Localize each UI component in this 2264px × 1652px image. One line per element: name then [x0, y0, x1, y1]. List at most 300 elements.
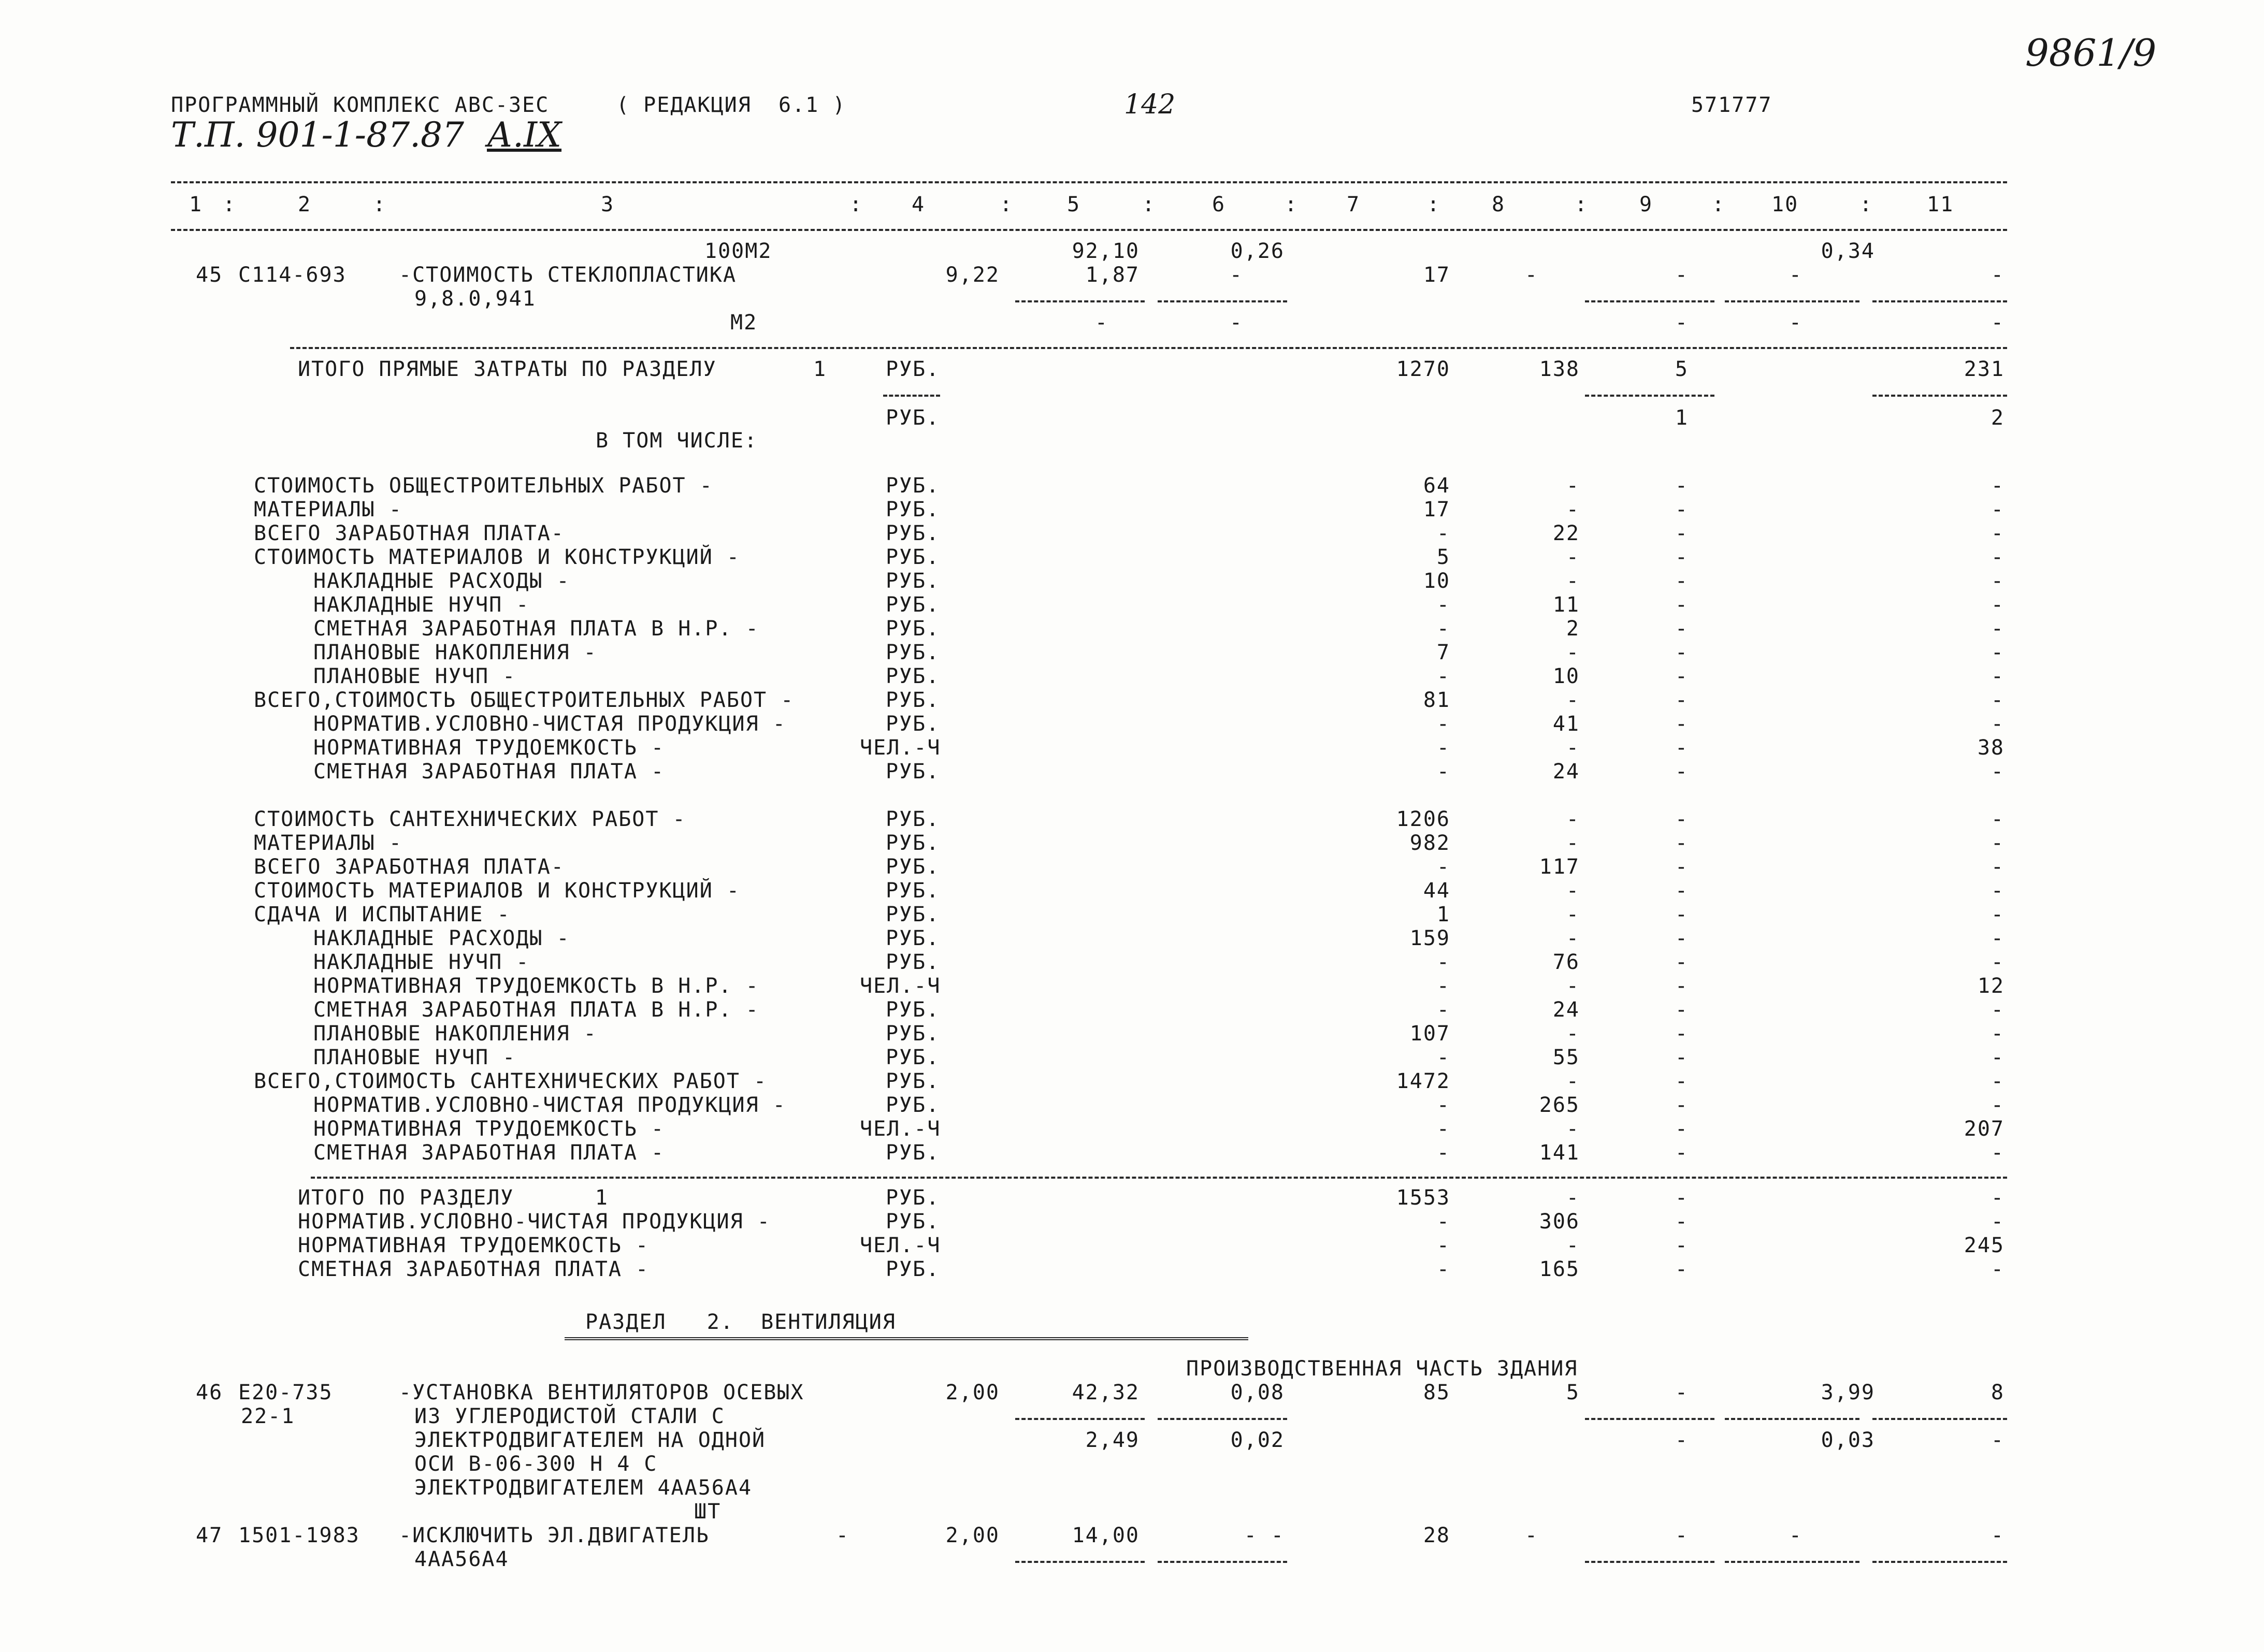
item-46-c4: 2,00 — [945, 1381, 1000, 1404]
item-46-b11: - — [1991, 1428, 2005, 1452]
row-c7: - — [1436, 736, 1450, 760]
row-c7: - — [1436, 664, 1450, 688]
row-unit: РУБ. — [886, 831, 940, 855]
item-45-rule-c5 — [1015, 300, 1145, 302]
row-c11: - — [1991, 569, 2005, 593]
section-total-c9: - — [1675, 1210, 1689, 1234]
item-46-c7: 85 — [1423, 1381, 1450, 1404]
column-separator: : — [849, 193, 863, 216]
row-c11: - — [1991, 1046, 2005, 1069]
item-46-rule-c10 — [1725, 1418, 1859, 1420]
row-label: ВСЕГО,СТОИМОСТЬ ОБЩЕСТРОИТЕЛЬНЫХ РАБОТ - — [254, 688, 795, 712]
row-c8: 55 — [1552, 1046, 1580, 1069]
item-46-c5: 42,32 — [1072, 1381, 1140, 1404]
section-total-c7: - — [1436, 1257, 1450, 1281]
item-47-c8: - — [1524, 1524, 1538, 1547]
row-label: СТОИМОСТЬ МАТЕРИАЛОВ И КОНСТРУКЦИЙ - — [254, 879, 740, 903]
row-unit: РУБ. — [886, 998, 940, 1022]
item-45-code: С114-693 — [238, 263, 347, 287]
item-47-rule-c5 — [1015, 1561, 1145, 1563]
row-c7: 10 — [1423, 569, 1450, 593]
section-total-c8: - — [1566, 1234, 1580, 1257]
item-46-c8: 5 — [1566, 1381, 1580, 1404]
item-47-rule-c6 — [1158, 1561, 1287, 1563]
row-c11: 207 — [1964, 1117, 2005, 1141]
row-c11: - — [1991, 855, 2005, 879]
column-header-4: 4 — [912, 193, 926, 216]
row-c11: - — [1991, 831, 2005, 855]
item-47-c5: 14,00 — [1072, 1524, 1140, 1547]
row-c11: - — [1991, 807, 2005, 831]
row-unit: РУБ. — [886, 807, 940, 831]
item-46-rule-c6 — [1158, 1418, 1287, 1420]
row-c9: - — [1675, 545, 1689, 569]
row-unit: РУБ. — [886, 1069, 940, 1093]
row-c7: - — [1436, 974, 1450, 998]
column-separator: : — [1859, 193, 1873, 216]
row-c9: - — [1675, 641, 1689, 664]
item-46-name-line4: ОСИ В-06-300 Н 4 С — [414, 1452, 658, 1476]
section-total-unit: РУБ. — [886, 1186, 940, 1210]
item-47-c9: - — [1675, 1524, 1689, 1547]
row-c11: - — [1991, 474, 2005, 498]
item-46-code: Е20-735 — [238, 1381, 333, 1404]
row-c7: 44 — [1423, 879, 1450, 903]
row-c8: 24 — [1552, 998, 1580, 1022]
item-47-c10: - — [1789, 1524, 1802, 1547]
column-separator: : — [1427, 193, 1441, 216]
row-c7: 982 — [1409, 831, 1450, 855]
row-c8: - — [1566, 688, 1580, 712]
row-c8: 24 — [1552, 760, 1580, 784]
page-number: 142 — [1124, 89, 1176, 120]
row-c9: - — [1675, 712, 1689, 736]
item-45-rule-c11 — [1872, 300, 2007, 302]
item-46-b10: 0,03 — [1821, 1428, 1875, 1452]
row-c8: - — [1566, 1022, 1580, 1046]
row-c8: 117 — [1539, 855, 1580, 879]
row-label: СМЕТНАЯ ЗАРАБОТНАЯ ПЛАТА - — [313, 1141, 665, 1165]
row-c7: 1206 — [1396, 807, 1450, 831]
section-total-c7: - — [1436, 1234, 1450, 1257]
item-45-b10: - — [1789, 311, 1802, 335]
item-46-rule-c5 — [1015, 1418, 1145, 1420]
row-c8: - — [1566, 545, 1580, 569]
row-c11: - — [1991, 688, 2005, 712]
column-header-2: 2 — [298, 193, 312, 216]
column-separator: : — [373, 193, 387, 216]
item-46-b5: 2,49 — [1085, 1428, 1140, 1452]
item-46-name-line2: ИЗ УГЛЕРОДИСТОЙ СТАЛИ С — [414, 1404, 725, 1428]
item-45-name-line2: 9,8.0,941 — [414, 287, 536, 311]
row-c7: 81 — [1423, 688, 1450, 712]
section-total-unit: РУБ. — [886, 1257, 940, 1281]
row-label: ВСЕГО,СТОИМОСТЬ САНТЕХНИЧЕСКИХ РАБОТ - — [254, 1069, 768, 1093]
row-c11: - — [1991, 998, 2005, 1022]
row-unit: РУБ. — [886, 1093, 940, 1117]
row-label: НОРМАТИВНАЯ ТРУДОЕМКОСТЬ - — [313, 1117, 665, 1141]
section-2-subheading: ПРОИЗВОДСТВЕННАЯ ЧАСТЬ ЗДАНИЯ — [1186, 1357, 1578, 1381]
row-c7: - — [1436, 593, 1450, 617]
row-label: НОРМАТИВНАЯ ТРУДОЕМКОСТЬ В Н.Р. - — [313, 974, 759, 998]
item-46-b9: - — [1675, 1428, 1689, 1452]
row-c11: 12 — [1977, 974, 2005, 998]
row-c8: 265 — [1539, 1093, 1580, 1117]
item-45-c6-top: 0,26 — [1230, 239, 1285, 263]
item-45-c5: 1,87 — [1085, 263, 1140, 287]
row-c11: - — [1991, 1141, 2005, 1165]
row-c8: - — [1566, 807, 1580, 831]
row-c7: - — [1436, 521, 1450, 545]
row-c11: - — [1991, 879, 2005, 903]
section-total-label: НОРМАТИВНАЯ ТРУДОЕМКОСТЬ - — [298, 1234, 650, 1257]
total-direct-label: ИТОГО ПРЯМЫЕ ЗАТРАТЫ ПО РАЗДЕЛУ — [298, 357, 717, 381]
row-c7: - — [1436, 712, 1450, 736]
item-45-c10-top: 0,34 — [1821, 239, 1875, 263]
row-c9: - — [1675, 760, 1689, 784]
row-unit: РУБ. — [886, 664, 940, 688]
row-c11: - — [1991, 712, 2005, 736]
handwritten-corner-number: 9861/9 — [2025, 31, 2157, 75]
row-c9: - — [1675, 736, 1689, 760]
row-unit: ЧЕЛ.-Ч — [860, 1117, 941, 1141]
row-label: СМЕТНАЯ ЗАРАБОТНАЯ ПЛАТА - — [313, 760, 665, 784]
row-label: МАТЕРИАЛЫ - — [254, 498, 402, 521]
row-unit: ЧЕЛ.-Ч — [860, 736, 941, 760]
item-45-b6: - — [1229, 311, 1243, 335]
row-c8: - — [1566, 831, 1580, 855]
item-46-c9: - — [1675, 1381, 1689, 1404]
row-unit: РУБ. — [886, 545, 940, 569]
section-total-c9: - — [1675, 1234, 1689, 1257]
total-direct-c7: 1270 — [1396, 357, 1450, 381]
item-46-b6: 0,02 — [1230, 1428, 1285, 1452]
row-unit: РУБ. — [886, 950, 940, 974]
section-total-unit: РУБ. — [886, 1210, 940, 1234]
row-unit: РУБ. — [886, 1141, 940, 1165]
row-unit: РУБ. — [886, 688, 940, 712]
row-c9: - — [1675, 879, 1689, 903]
item-45-number: 45 — [196, 263, 223, 287]
total-direct-c11: 231 — [1964, 357, 2005, 381]
row-label: ПЛАНОВЫЕ НУЧП - — [313, 1046, 516, 1069]
row-unit: РУБ. — [886, 641, 940, 664]
row-unit: РУБ. — [886, 1046, 940, 1069]
row-c7: - — [1436, 1117, 1450, 1141]
row-c8: - — [1566, 569, 1580, 593]
row-c7: 7 — [1436, 641, 1450, 664]
total-direct-c9b: 1 — [1675, 406, 1689, 430]
row-c11: - — [1991, 593, 2005, 617]
item-45-rule-c10 — [1725, 300, 1859, 302]
total-direct-section: 1 — [813, 357, 827, 381]
row-c9: - — [1675, 903, 1689, 926]
row-unit: РУБ. — [886, 474, 940, 498]
total-direct-c9: 5 — [1675, 357, 1689, 381]
item-45-c4: 9,22 — [945, 263, 1000, 287]
row-c7: - — [1436, 1141, 1450, 1165]
row-c8: - — [1566, 641, 1580, 664]
row-c8: 2 — [1566, 617, 1580, 641]
row-c7: - — [1436, 950, 1450, 974]
row-label: ПЛАНОВЫЕ НУЧП - — [313, 664, 516, 688]
section-total-c8: 306 — [1539, 1210, 1580, 1234]
row-c11: 38 — [1977, 736, 2005, 760]
item-47-c7: 28 — [1423, 1524, 1450, 1547]
row-c7: 5 — [1436, 545, 1450, 569]
item-45-c5-top: 92,10 — [1072, 239, 1140, 263]
row-c7: 64 — [1423, 474, 1450, 498]
row-label: СТОИМОСТЬ ОБЩЕСТРОИТЕЛЬНЫХ РАБОТ - — [254, 474, 713, 498]
column-header-8: 8 — [1492, 193, 1506, 216]
row-c9: - — [1675, 664, 1689, 688]
row-unit: ЧЕЛ.-Ч — [860, 974, 941, 998]
row-c9: - — [1675, 926, 1689, 950]
edition-label: ( РЕДАКЦИЯ 6.1 ) — [616, 93, 846, 117]
total-direct-c8: 138 — [1539, 357, 1580, 381]
section-2-underline — [565, 1337, 1248, 1340]
item-47-c6: - - — [1244, 1524, 1285, 1547]
row-label: НАКЛАДНЫЕ РАСХОДЫ - — [313, 926, 570, 950]
row-c9: - — [1675, 1022, 1689, 1046]
row-c11: - — [1991, 760, 2005, 784]
row-label: НОРМАТИВ.УСЛОВНО-ЧИСТАЯ ПРОДУКЦИЯ - — [313, 712, 786, 736]
section-total-c11: - — [1991, 1186, 2005, 1210]
row-c8: - — [1566, 498, 1580, 521]
row-unit: РУБ. — [886, 617, 940, 641]
row-c7: 1472 — [1396, 1069, 1450, 1093]
item-45-b5: - — [1094, 311, 1108, 335]
row-label: НОРМАТИВ.УСЛОВНО-ЧИСТАЯ ПРОДУКЦИЯ - — [313, 1093, 786, 1117]
row-c9: - — [1675, 593, 1689, 617]
total-direct-unit2: РУБ. — [886, 406, 940, 430]
program-title: ПРОГРАММНЫЙ КОМПЛЕКС АВС-3ЕС — [171, 93, 550, 117]
row-c11: - — [1991, 641, 2005, 664]
row-label: СДАЧА И ИСПЫТАНИЕ - — [254, 903, 511, 926]
section-total-c7: 1553 — [1396, 1186, 1450, 1210]
row-c7: - — [1436, 760, 1450, 784]
row-c9: - — [1675, 688, 1689, 712]
item-46-code-line2: 22-1 — [241, 1404, 295, 1428]
column-separator: : — [1285, 193, 1299, 216]
row-c7: - — [1436, 855, 1450, 879]
row-c7: 159 — [1409, 926, 1450, 950]
column-header-10: 10 — [1771, 193, 1799, 216]
column-separator: : — [1575, 193, 1589, 216]
item-47-rule-c9 — [1585, 1561, 1714, 1563]
row-c7: 1 — [1436, 903, 1450, 926]
item-45-c8: - — [1524, 263, 1538, 287]
row-label: ПЛАНОВЫЕ НАКОПЛЕНИЯ - — [313, 1022, 597, 1046]
row-c9: - — [1675, 1046, 1689, 1069]
item-45-c9: - — [1675, 263, 1689, 287]
row-unit: РУБ. — [886, 521, 940, 545]
column-separator: : — [1712, 193, 1726, 216]
row-c11: - — [1991, 1093, 2005, 1117]
total-direct-unit: РУБ. — [886, 357, 940, 381]
row-c9: - — [1675, 950, 1689, 974]
handwritten-album-number: А.IX — [487, 115, 562, 155]
row-c9: - — [1675, 474, 1689, 498]
row-c9: - — [1675, 498, 1689, 521]
section-total-c11: - — [1991, 1257, 2005, 1281]
row-label: НАКЛАДНЫЕ НУЧП - — [313, 593, 530, 617]
section-total-label: СМЕТНАЯ ЗАРАБОТНАЯ ПЛАТА - — [298, 1257, 650, 1281]
row-c11: - — [1991, 617, 2005, 641]
row-c9: - — [1675, 1069, 1689, 1093]
column-header-9: 9 — [1639, 193, 1653, 216]
total-direct-rule — [290, 347, 2007, 349]
section-total-c8: 165 — [1539, 1257, 1580, 1281]
row-c8: - — [1566, 474, 1580, 498]
item-47-c3b: - — [835, 1524, 849, 1547]
column-header-1: 1 — [189, 193, 203, 216]
row-c7: - — [1436, 998, 1450, 1022]
row-label: НАКЛАДНЫЕ НУЧП - — [313, 950, 530, 974]
total-direct-unit-rule — [883, 395, 940, 397]
item-46-name-line5: ЭЛЕКТРОДВИГАТЕЛЕМ 4АА56А4 — [414, 1476, 753, 1500]
section-total-c9: - — [1675, 1186, 1689, 1210]
header-rule-bottom — [171, 229, 2007, 231]
row-c8: 11 — [1552, 593, 1580, 617]
row-c8: - — [1566, 974, 1580, 998]
row-unit: РУБ. — [886, 569, 940, 593]
row-c11: - — [1991, 1069, 2005, 1093]
row-c8: 10 — [1552, 664, 1580, 688]
row-c9: - — [1675, 1117, 1689, 1141]
section-total-label: НОРМАТИВ.УСЛОВНО-ЧИСТАЯ ПРОДУКЦИЯ - — [298, 1210, 771, 1234]
row-unit: РУБ. — [886, 760, 940, 784]
row-label: СМЕТНАЯ ЗАРАБОТНАЯ ПЛАТА В Н.Р. - — [313, 617, 759, 641]
row-c9: - — [1675, 1093, 1689, 1117]
row-c8: 141 — [1539, 1141, 1580, 1165]
item-46-c6: 0,08 — [1230, 1381, 1285, 1404]
row-c9: - — [1675, 998, 1689, 1022]
row-unit: РУБ. — [886, 498, 940, 521]
item-45-unit-bottom: М2 — [730, 311, 758, 335]
row-c9: - — [1675, 974, 1689, 998]
row-c7: - — [1436, 1046, 1450, 1069]
row-c8: - — [1566, 1117, 1580, 1141]
row-unit: РУБ. — [886, 593, 940, 617]
row-unit: РУБ. — [886, 1022, 940, 1046]
row-label: НАКЛАДНЫЕ РАСХОДЫ - — [313, 569, 570, 593]
row-unit: РУБ. — [886, 712, 940, 736]
item-47-c11: - — [1991, 1524, 2005, 1547]
item-45-name: -СТОИМОСТЬ СТЕКЛОПЛАСТИКА — [399, 263, 737, 287]
row-c8: - — [1566, 736, 1580, 760]
column-separator: : — [223, 193, 237, 216]
row-c7: 17 — [1423, 498, 1450, 521]
column-separator: : — [1142, 193, 1156, 216]
column-header-5: 5 — [1067, 193, 1081, 216]
item-46-number: 46 — [196, 1381, 223, 1404]
row-label: СМЕТНАЯ ЗАРАБОТНАЯ ПЛАТА В Н.Р. - — [313, 998, 759, 1022]
row-c11: - — [1991, 664, 2005, 688]
row-label: МАТЕРИАЛЫ - — [254, 831, 402, 855]
column-header-7: 7 — [1347, 193, 1361, 216]
row-c7: - — [1436, 617, 1450, 641]
row-c9: - — [1675, 617, 1689, 641]
item-45-unit-top: 100М2 — [704, 239, 772, 263]
item-46-c10: 3,99 — [1821, 1381, 1875, 1404]
row-c8: - — [1566, 879, 1580, 903]
row-unit: РУБ. — [886, 855, 940, 879]
item-45-rule-c9 — [1585, 300, 1714, 302]
section-total-c9: - — [1675, 1257, 1689, 1281]
row-c9: - — [1675, 807, 1689, 831]
row-c9: - — [1675, 855, 1689, 879]
item-45-c10: - — [1789, 263, 1802, 287]
item-45-c6: - — [1229, 263, 1243, 287]
item-46-name-line3: ЭЛЕКТРОДВИГАТЕЛЕМ НА ОДНОЙ — [414, 1428, 766, 1452]
item-47-rule-c10 — [1725, 1561, 1859, 1563]
item-47-code: 1501-1983 — [238, 1524, 360, 1547]
row-c11: - — [1991, 545, 2005, 569]
row-c8: 22 — [1552, 521, 1580, 545]
doc-code: 571777 — [1691, 93, 1772, 117]
section-total-c11: - — [1991, 1210, 2005, 1234]
row-c8: - — [1566, 1069, 1580, 1093]
including-label: В ТОМ ЧИСЛЕ: — [596, 429, 758, 453]
row-c11: - — [1991, 1022, 2005, 1046]
row-label: НОРМАТИВНАЯ ТРУДОЕМКОСТЬ - — [313, 736, 665, 760]
column-header-3: 3 — [601, 193, 615, 216]
item-46-rule-c11 — [1872, 1418, 2007, 1420]
row-c11: - — [1991, 521, 2005, 545]
section-total-label: ИТОГО ПО РАЗДЕЛУ 1 — [298, 1186, 609, 1210]
item-45-b9: - — [1675, 311, 1689, 335]
item-47-name-line1: -ИСКЛЮЧИТЬ ЭЛ.ДВИГАТЕЛЬ — [399, 1524, 710, 1547]
row-c8: 41 — [1552, 712, 1580, 736]
total-direct-c11b: 2 — [1991, 406, 2005, 430]
row-c9: - — [1675, 521, 1689, 545]
column-header-6: 6 — [1212, 193, 1226, 216]
row-label: ПЛАНОВЫЕ НАКОПЛЕНИЯ - — [313, 641, 597, 664]
item-47-c4: 2,00 — [945, 1524, 1000, 1547]
item-47-number: 47 — [196, 1524, 223, 1547]
section-total-c11: 245 — [1964, 1234, 2005, 1257]
row-c8: 76 — [1552, 950, 1580, 974]
section-total-c8: - — [1566, 1186, 1580, 1210]
header-rule-top — [171, 181, 2007, 183]
row-label: ВСЕГО ЗАРАБОТНАЯ ПЛАТА- — [254, 521, 565, 545]
row-c11: - — [1991, 903, 2005, 926]
column-header-11: 11 — [1927, 193, 1954, 216]
item-47-name-line2: 4АА56А4 — [414, 1547, 509, 1571]
row-c11: - — [1991, 950, 2005, 974]
row-unit: РУБ. — [886, 879, 940, 903]
handwritten-project-number: Т.П. 901-1-87.87 — [171, 115, 465, 155]
item-46-name-line1: -УСТАНОВКА ВЕНТИЛЯТОРОВ ОСЕВЫХ — [399, 1381, 804, 1404]
row-c11: - — [1991, 498, 2005, 521]
item-46-rule-c9 — [1585, 1418, 1714, 1420]
item-45-rule-c6 — [1158, 300, 1287, 302]
section-total-unit: ЧЕЛ.-Ч — [860, 1234, 941, 1257]
row-c9: - — [1675, 569, 1689, 593]
item-45-b11: - — [1991, 311, 2005, 335]
item-46-c11: 8 — [1991, 1381, 2005, 1404]
section-2-title: РАЗДЕЛ 2. ВЕНТИЛЯЦИЯ — [585, 1310, 896, 1334]
row-label: СТОИМОСТЬ МАТЕРИАЛОВ И КОНСТРУКЦИЙ - — [254, 545, 740, 569]
total-direct-c11-rule — [1872, 395, 2007, 397]
row-c7: 107 — [1409, 1022, 1450, 1046]
item-45-c7: 17 — [1423, 263, 1450, 287]
row-unit: РУБ. — [886, 926, 940, 950]
item-46-unit: ШТ — [694, 1500, 722, 1524]
item-45-c11: - — [1991, 263, 2005, 287]
column-separator: : — [1000, 193, 1014, 216]
